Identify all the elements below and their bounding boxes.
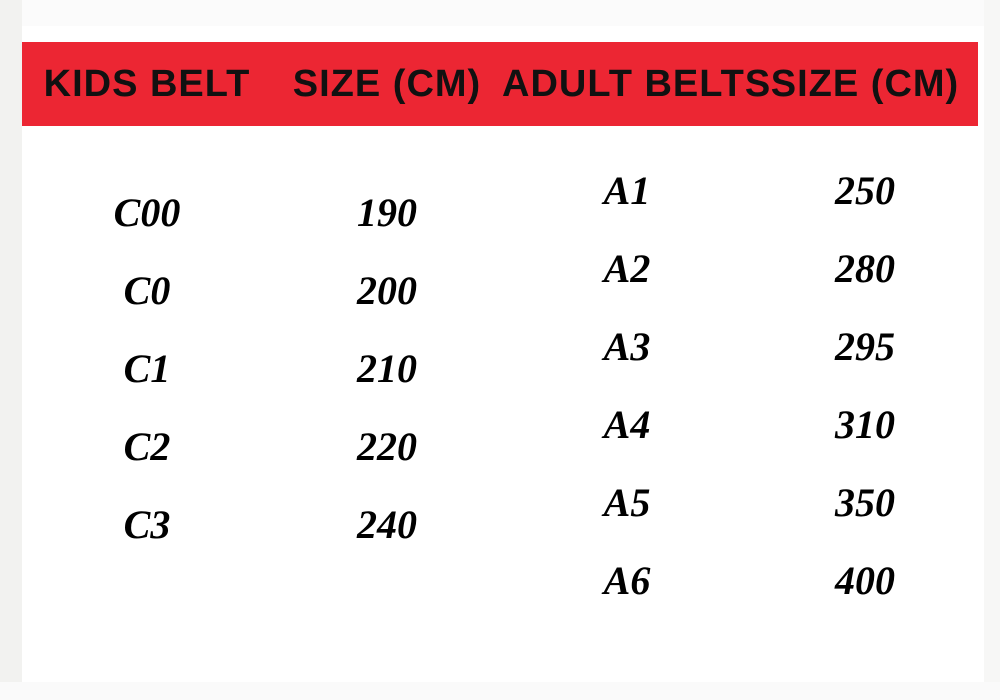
page-edge-right <box>984 0 1000 700</box>
table-cell: A2 <box>603 246 651 291</box>
table-cell: 210 <box>357 346 417 391</box>
table-cell: A1 <box>603 168 651 213</box>
column-header-kids-size: SIZE (CM) <box>292 62 482 105</box>
table-cell: C2 <box>123 424 171 469</box>
column-adult-belt <box>502 140 752 640</box>
table-cell: 250 <box>835 168 895 213</box>
column-kids-belt <box>22 162 272 640</box>
table-cell: 280 <box>835 246 895 291</box>
table-cell: 295 <box>835 324 895 369</box>
page-edge-left <box>0 0 22 700</box>
table-cell: 240 <box>357 502 417 547</box>
table-cell: A4 <box>603 402 651 447</box>
table-cell: 200 <box>357 268 417 313</box>
table-cell: A3 <box>603 324 651 369</box>
column-header-adult-belts: ADULT BELTS <box>502 62 772 105</box>
table-header-row <box>22 42 978 126</box>
table-cell: 350 <box>835 480 895 525</box>
column-header-adult-size: SIZE (CM) <box>770 62 960 105</box>
column-adult-size <box>752 140 978 640</box>
table-cell: A6 <box>603 558 651 603</box>
table-cell: C1 <box>123 346 171 391</box>
table-cell: 220 <box>357 424 417 469</box>
table-cell: 190 <box>357 190 417 235</box>
table-cell: C3 <box>123 502 171 547</box>
page-edge-bottom <box>0 682 1000 700</box>
table-cell: C00 <box>113 190 181 235</box>
column-kids-size <box>272 162 502 640</box>
table-cell: 310 <box>835 402 895 447</box>
table-cell: 400 <box>835 558 895 603</box>
table-cell: C0 <box>123 268 171 313</box>
table-body <box>22 140 978 640</box>
table-cell: A5 <box>603 480 651 525</box>
column-header-kids-belt: KIDS BELT <box>43 62 251 105</box>
page-edge-top <box>0 0 1000 26</box>
